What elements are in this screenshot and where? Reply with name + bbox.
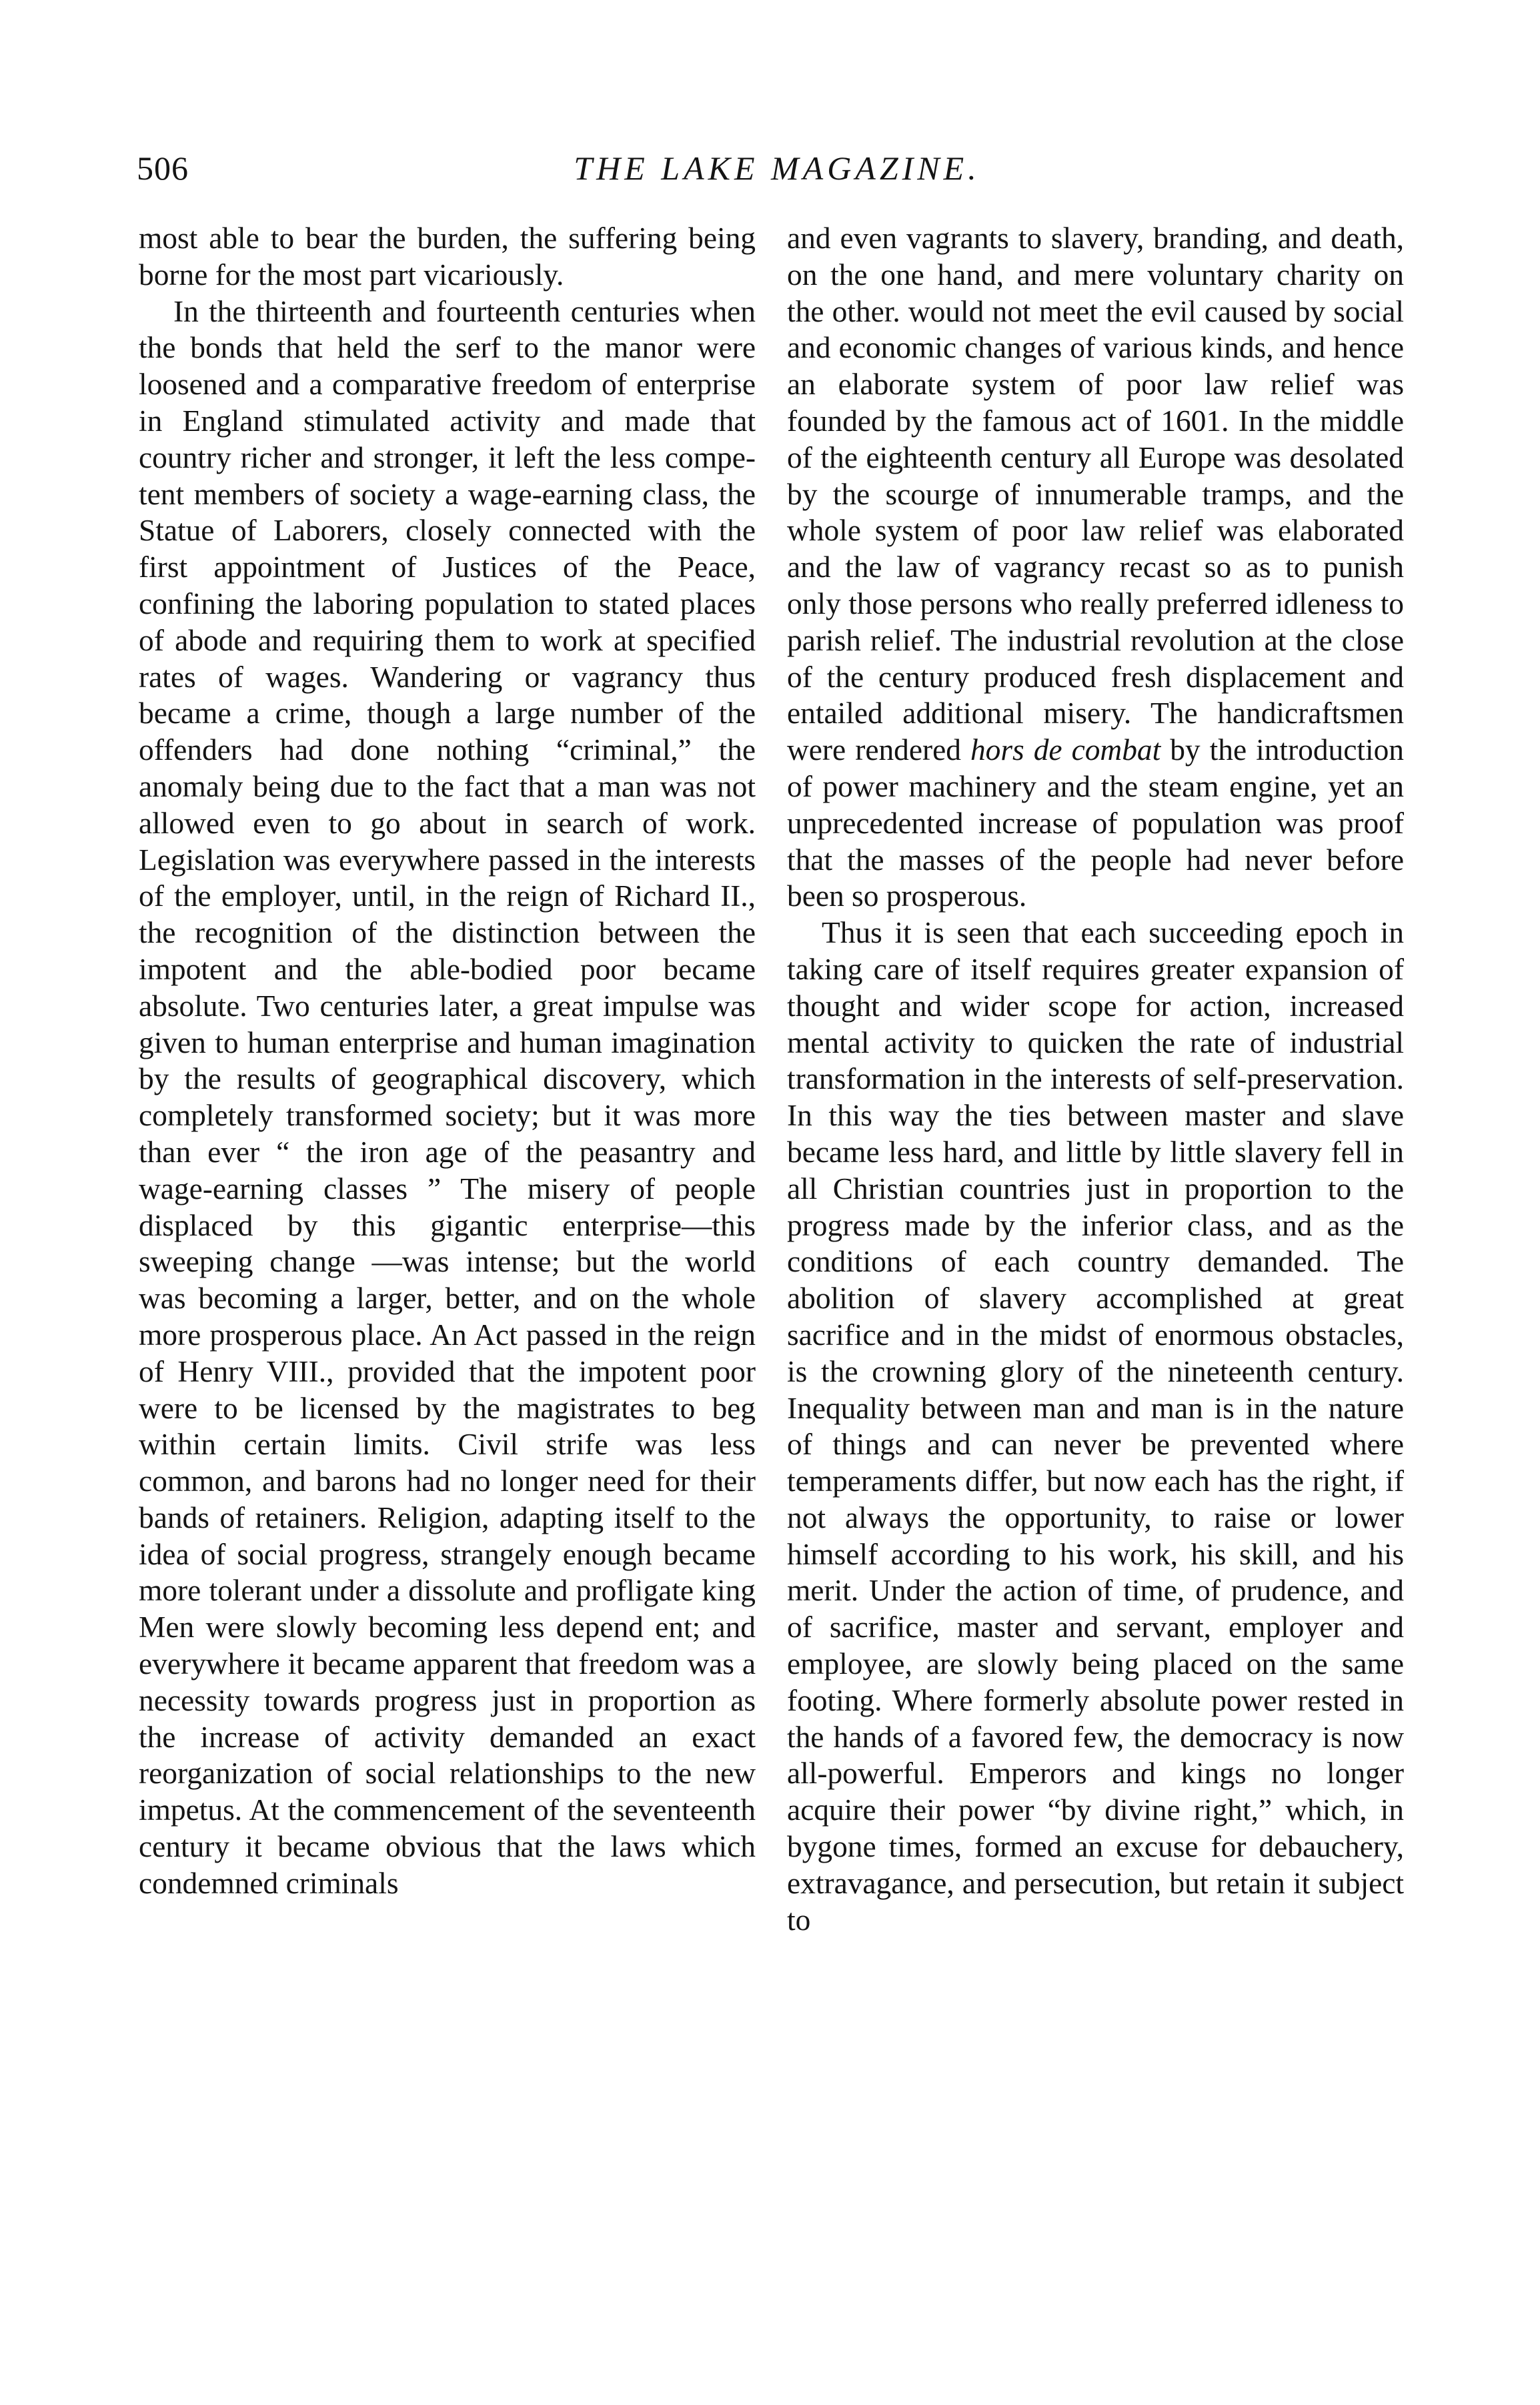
paragraph: most able to bear the burden, the suffering being borne for the most part vicariously. (139, 221, 756, 292)
magazine-title: THE LAKE MAGAZINE. (574, 149, 980, 187)
running-head (137, 148, 1417, 201)
paragraph-text: and even vagrants to slavery, branding, and death, on the one hand, and mere voluntary charity on the other. would not meet the evil caused by social and economic changes of various kinds, and hence an elaborate system of poor law relief was founded by the famous act of 1601. In the middle of the eighteenth century all Europe was desolated by the scourge of innumerable tramps, and the whole system of poor law relief was elaborated and the law of vagrancy recast so as to punish only those persons who really preferred idleness to parish relief. The industrial revolution at the close of the century produced fresh displacement and entailed additional misery. The handicraftsmen were rendered (787, 221, 1404, 767)
paragraph: In the thirteenth and fourteenth centuries when the bonds that held the serf to the manor were loosened and a comparative freedom of enterprise in England stimulated activity and made that country richer and stronger, it left the less competent members of society a wage-earning class, the Statue of Laborers, closely connected with the first appointment of Justices of the Peace, confining the laboring population to stated places of abode and requiring them to work at specified rates of wages. Wandering or vagrancy thus became a crime, though a large number of the offenders had done nothing “criminal,” the anomaly being due to the fact that a man was not allowed even to go about in search of work. Legislation was everywhere passed in the interests of the employer, until, in the reign of Richard II., the recognition of the distinction between the impotent and the able-bodied poor became absolute. Two centuries later, a great impulse was given to human enterprise and human imagination by the results of geographical discovery, which completely transformed society; but it was more than ever “ the iron age of the peasantry and wage-earning classes ” The misery of people displaced by this gigantic enterprise—this sweeping change —was intense; but the world was becoming a larger, better, and on the whole more prosperous place. An Act passed in the reign of Henry VIII., provided that the impotent poor were to be licensed by the magistrates to beg within certain limits. Civil strife was less common, and barons had no longer need for their bands of retainers. Religion, adapting itself to the idea of social progress, strangely enough became more tolerant under a dissolute and profligate king Men were slowly becoming less depend ent; and everywhere it became apparent that freedom was a necessity towards progress just in proportion as the increase of activity demanded an exact reorganization of social relationships to the new impetus. At the commencement of the seventeenth century it became obvious that the laws which condemned criminals (139, 294, 756, 1900)
paragraph-text: by the introduction of power machinery and the steam engine, yet an unprecedented increase of population was proof that the masses of the people had never before been so prosperous. (787, 733, 1404, 913)
page-number: 506 (137, 149, 189, 187)
paragraph (787, 220, 1404, 915)
left-column (139, 220, 756, 2248)
italic-phrase: hors de combat (970, 733, 1161, 767)
paragraph: Thus it is seen that each succeeding epoch in taking care of itself requires greater expansion of thought and wider scope for action, increased mental activity to quicken the rate of industrial transformation in the interests of self-preservation. In this way the ties between master and slave became less hard, and little by little slavery fell in all Christian countries just in proportion to the progress made by the inferior class, and as the conditions of each country demanded. The abolition of slavery accomplished at great sacrifice and in the midst of enormous obstacles, is the crowning glory of the nineteenth century. Inequality between man and man is in the nature of things and can never be prevented where temperaments differ, but now each has the right, if not always the opportunity, to raise or lower himself according to his work, his skill, and his merit. Under the action of time, of prudence, and of sacrifice, master and servant, employer and employee, are slowly being placed on the same footing. Where formerly absolute power rested in the hands of a favored few, the democracy is now all-powerful. Emperors and kings no longer acquire their power “by divine right,” which, in bygone times, formed an excuse for debauchery, extravagance, and persecution, but retain it subject to (787, 916, 1404, 1937)
right-column (787, 220, 1404, 2248)
